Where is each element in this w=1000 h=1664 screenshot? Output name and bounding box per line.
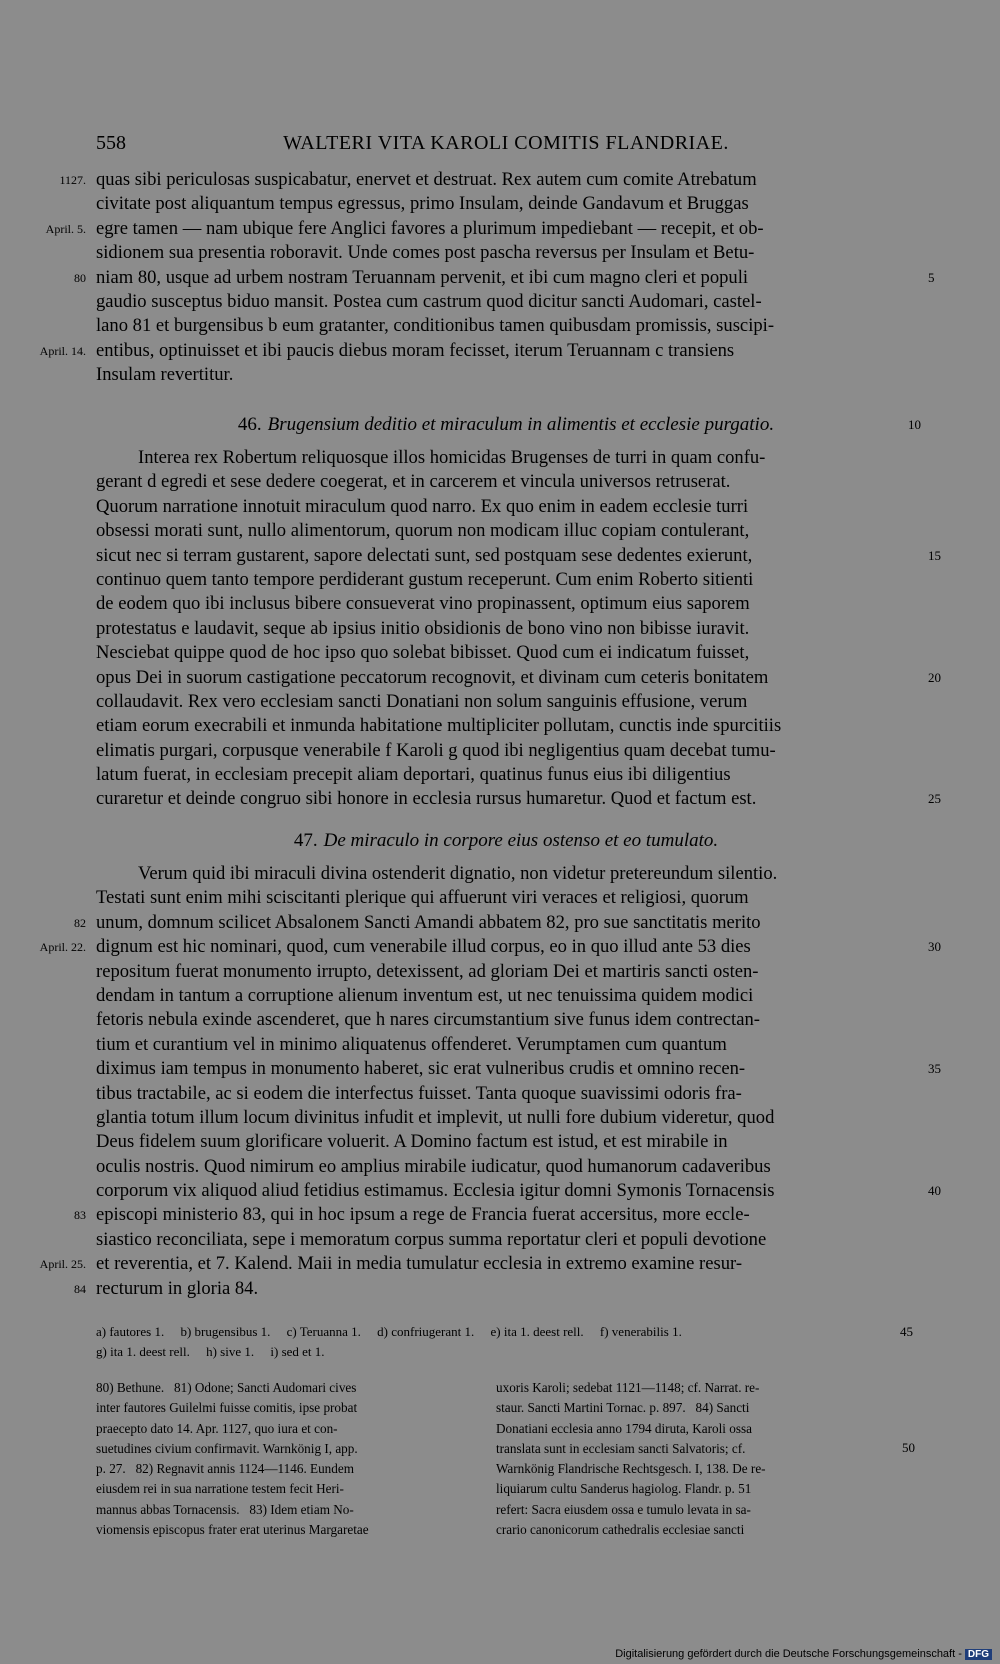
line-text: sidionem sua presentia roboravit. Unde comes post pascha reversus per Insulam et Betu- [96, 242, 755, 264]
text-line [96, 1057, 941, 1081]
footnote-line: staur. Sancti Martini Tornac. p. 897. 84) Sancti [496, 1400, 750, 1416]
text-line [96, 446, 916, 470]
line-text: Interea rex Robertum reliquosque illos homicidas Brugenses de turri in quam confu- [138, 447, 766, 468]
text-line [96, 241, 916, 265]
text-line [96, 862, 916, 886]
left-margin-note: 84 [74, 1281, 86, 1296]
line-text: collaudavit. Rex vero ecclesiam sancti Donatiani non solum sanguinis effusione, verum [96, 690, 748, 712]
line-text: sicut nec si terram gustarent, sapore delectati sunt, sed postquam sese dedentes exierunt, [96, 544, 753, 566]
text-line [96, 1082, 916, 1106]
footnote-line: suetudines civium confirmavit. Warnkönig I, app. [96, 1440, 358, 1456]
left-margin-note: 1127. [59, 173, 86, 187]
section-47-heading [96, 830, 916, 852]
line-number: 15 [928, 547, 941, 563]
line-text: corporum vix aliquod aliud fetidius estimamus. Ecclesia igitur domni Symonis Tornacensis [96, 1180, 775, 1202]
text-line [96, 314, 916, 338]
text-line [45, 217, 916, 241]
apparatus-line-2: g) ita 1. deest rell. h) sive 1. i) sed et 1. [96, 1344, 325, 1359]
line-text: gaudio susceptus biduo mansit. Postea cum castrum quod dicitur sancti Audomari, castel- [96, 290, 762, 312]
line-text: tibus tractabile, ac si eodem die interfectus fuisset. Tanta quoque suavissimi odoris fra- [96, 1082, 742, 1104]
text-line [74, 911, 916, 935]
paragraph-1 [39, 168, 935, 388]
left-margin-note: April. 5. [45, 221, 86, 236]
footnote-line: eiusdem rei in sua narratione testem fecit Heri- [96, 1481, 344, 1497]
line-text: repositum fuerat monumento irrupto, detexissent, ad gloriam Dei et martiris sancti osten- [96, 960, 759, 982]
footnote-line: Warnkönig Flandrische Rechtsgesch. I, 138. De re- [496, 1461, 766, 1477]
text-line [96, 787, 941, 811]
left-margin-note: April. 25. [39, 1257, 86, 1272]
footnote-margin-number: 50 [902, 1440, 915, 1455]
line-number: 30 [928, 939, 941, 955]
text-line [96, 714, 916, 738]
line-number: 5 [928, 269, 935, 285]
line-number: 20 [928, 669, 941, 685]
section-47-title: De miraculo in corpore eius ostenso et eo tumulato. [323, 830, 719, 851]
line-number: 25 [928, 791, 941, 807]
text-line [96, 763, 916, 787]
footnote-line: p. 27. 82) Regnavit annis 1124—1146. Eundem [96, 1461, 354, 1477]
line-text: latum fuerat, in ecclesiam precepit aliam deportari, quatinus funus eius ibi diligentius [96, 764, 731, 786]
text-line [96, 470, 916, 494]
footnote-line: Donatiani ecclesia anno 1794 diruta, Karoli ossa [496, 1420, 752, 1436]
apparatus-margin-number: 45 [900, 1324, 913, 1339]
text-line [96, 641, 916, 665]
line-text: etiam eorum execrabili et inmunda habitatione multipliciter pollutam, cunctis inde spurcitiis [96, 715, 782, 737]
footnote-line: translata sunt in ecclesiam sancti Salvatoris; cf. [496, 1440, 746, 1456]
text-line [96, 1106, 916, 1130]
text-line [96, 1130, 916, 1154]
footer-text: Digitalisierung gefördert durch die Deutsche Forschungsgemeinschaft - [615, 1648, 962, 1660]
footnote-line: inter fautores Guilelmi fuisse comitis, ipse probat [96, 1400, 358, 1416]
line-text: Nesciebat quippe quod de hoc ipso quo solebat bibisset. Quod cum ei indicatum fuisset, [96, 642, 750, 664]
text-line [96, 1033, 916, 1057]
line-text: quas sibi periculosas suspicabatur, enervet et destruat. Rex autem cum comite Atrebatum [96, 169, 757, 190]
line-text: fetoris nebula exinde ascenderet, que h nares circumstantium sive funus idem contrectan- [96, 1009, 760, 1031]
footnote-line: praecepto dato 14. Apr. 1127, quo iura et con- [96, 1420, 338, 1436]
text-line [96, 495, 916, 519]
line-text: de eodem quo ibi inclusus bibere consueverat vino propinassent, optimum eius saporem [96, 593, 750, 615]
text-line [74, 266, 935, 290]
footnotes-left-column [96, 1378, 476, 1540]
line-text: obsessi morati sunt, nullo alimentorum, quorum non modicam illuc copiam contulerant, [96, 520, 750, 542]
line-text: gerant d egredi et sese dedere coegerat, et in carcerem et vincula universos retruserat. [96, 471, 731, 493]
apparatus-line-1: a) fautores 1. b) brugensibus 1. c) Teruanna 1. d) confriugerant 1. e) ita 1. deest rell. f) venerabilis 1. [96, 1324, 682, 1339]
line-text: recturum in gloria 84. [96, 1277, 259, 1299]
text-line [96, 568, 916, 592]
line-text: elimatis purgari, corpusque venerabile f Karoli g quod ibi negligentius quam decebat tumu- [96, 739, 776, 761]
line-text: Insulam revertitur. [96, 364, 234, 386]
line-text: siastico reconciliata, sepe i memoratum corpus summa reportatur cleri et populi devotione [96, 1228, 767, 1250]
line-text: entibus, optinuisset et ibi paucis diebus moram fecisset, iterum Teruannam c transiens [96, 339, 735, 361]
text-line [59, 168, 916, 192]
text-line [96, 666, 941, 690]
text-line [96, 519, 916, 543]
section-47-body [39, 862, 941, 1301]
left-margin-note: 80 [74, 270, 86, 285]
running-title: WALTERI VITA KAROLI COMITIS FLANDRIAE. [283, 132, 729, 154]
footnote-line: 80) Bethune. 81) Odone; Sancti Audomari cives [96, 1380, 357, 1395]
section-46-title: Brugensium deditio et miraculum in alimentis et ecclesie purgatio. [267, 414, 775, 435]
line-text: protestatus e laudavit, seque ab ipsius initio obsidionis de bono vino non bibisse iuravit. [96, 617, 750, 639]
line-text: civitate post aliquantum tempus egressus, primo Insulam, deinde Gandavum et Bruggas [96, 193, 749, 215]
text-line [96, 1008, 916, 1032]
footnote-line: liquiarum cultu Sanderus hagiolog. Flandr. p. 51 [496, 1481, 752, 1497]
section-47-number: 47. [293, 830, 318, 851]
left-margin-note: 83 [74, 1208, 86, 1223]
line-text: unum, domnum scilicet Absalonem Sancti Amandi abbatem 82, pro sue sanctitatis merito [96, 911, 761, 933]
text-line [96, 1155, 916, 1179]
line-text: continuo quem tanto tempore perdiderant gustum receperunt. Cum enim Roberto sitienti [96, 568, 754, 590]
section-46-heading [96, 414, 921, 436]
line-text: Verum quid ibi miraculi divina ostenderit dignatio, non videtur pretereundum silentio. [138, 863, 778, 884]
text-line [96, 984, 916, 1008]
critical-apparatus [96, 1322, 916, 1362]
line-text: Deus fidelem suum glorificare voluerit. A Domino factum est istud, et est mirabile in [96, 1131, 728, 1153]
line-text: dignum est hic nominari, quod, cum venerabile illud corpus, eo in quo illud ante 53 dies [96, 936, 751, 958]
text-line [96, 1228, 916, 1252]
line-text: opus Dei in suorum castigatione peccatorum recognovit, et divinam cum ceteris bonitatem [96, 666, 769, 688]
text-line [96, 290, 916, 314]
footnote-line: crario canonicorum cathedralis ecclesiae sancti [496, 1522, 745, 1538]
line-text: lano 81 et burgensibus b eum gratanter, conditionibus tamen quibusdam promissis, suscipi- [96, 315, 775, 337]
text-line [96, 363, 916, 387]
section-46-margin-number: 10 [908, 417, 921, 432]
footnotes-right-column [496, 1378, 915, 1540]
text-line [39, 1252, 916, 1276]
line-text: glantia totum illum locum divinitus infudit et implevit, ut nulli fore dubium videretur, quod [96, 1106, 775, 1128]
digitization-footer [615, 1648, 992, 1660]
section-46-body [96, 446, 941, 812]
line-text: curaretur et deinde congruo sibi honore in ecclesia rursus humaretur. Quod et factum est. [96, 788, 757, 810]
text-line [96, 592, 916, 616]
line-text: diximus iam tempus in monumento haberet, sic erat vulneribus crudis et omnino recen- [96, 1058, 746, 1080]
line-text: et reverentia, et 7. Kalend. Maii in media tumulatur ecclesia in extremo examine resur- [96, 1253, 743, 1275]
line-number: 40 [928, 1183, 941, 1199]
text-line [96, 1179, 941, 1203]
text-line [96, 192, 916, 216]
left-margin-note: April. 14. [39, 343, 86, 358]
line-text: Quorum narratione innotuit miraculum quod narro. Ex quo enim in eadem ecclesie turri [96, 495, 749, 517]
line-text: oculis nostris. Quod nimirum eo amplius mirabile iudicatur, quod humanorum cadaveribus [96, 1155, 771, 1177]
text-line [96, 886, 916, 910]
line-text: egre tamen — nam ubique fere Anglici favores a plurimum impediebant — recepit, et ob- [96, 217, 764, 239]
text-line [39, 935, 941, 959]
line-text: episcopi ministerio 83, qui in hoc ipsum a rege de Francia fuerat accersitus, more eccle- [96, 1204, 750, 1226]
line-text: niam 80, usque ad urbem nostram Teruannam pervenit, et ibi cum magno cleri et populi [96, 266, 749, 288]
footnote-line: refert: Sacra eiusdem ossa e tumulo levata in sa- [496, 1501, 751, 1517]
left-margin-note: April. 22. [39, 940, 86, 955]
section-46-number: 46. [237, 414, 262, 435]
text-line [74, 1277, 916, 1301]
line-text: tium et curantium vel in minimo aliquatenus offenderet. Verumptamen cum quantum [96, 1033, 727, 1055]
page-number: 558 [96, 132, 126, 154]
text-line [96, 690, 916, 714]
line-text: dendam in tantum a corruptione alienum inventum est, ut nec tenuissima quidem modici [96, 984, 754, 1006]
text-line [96, 617, 916, 641]
line-text: Testati sunt enim mihi sciscitanti plerique qui affuerunt viri veraces et religiosi, quorum [96, 887, 749, 909]
text-line [96, 960, 916, 984]
footnote-line: uxoris Karoli; sedebat 1121—1148; cf. Narrat. re- [496, 1380, 760, 1395]
text-line [39, 339, 916, 363]
footnote-line: mannus abbas Tornacensis. 83) Idem etiam No- [96, 1501, 354, 1517]
text-line [96, 739, 916, 763]
left-margin-note: 82 [74, 915, 86, 930]
footnote-line: viomensis episcopus frater erat uterinus Margaretae [96, 1522, 369, 1538]
text-line [74, 1203, 916, 1227]
dfg-logo: DFG [965, 1649, 992, 1660]
text-line [96, 544, 941, 568]
line-number: 35 [928, 1061, 941, 1077]
